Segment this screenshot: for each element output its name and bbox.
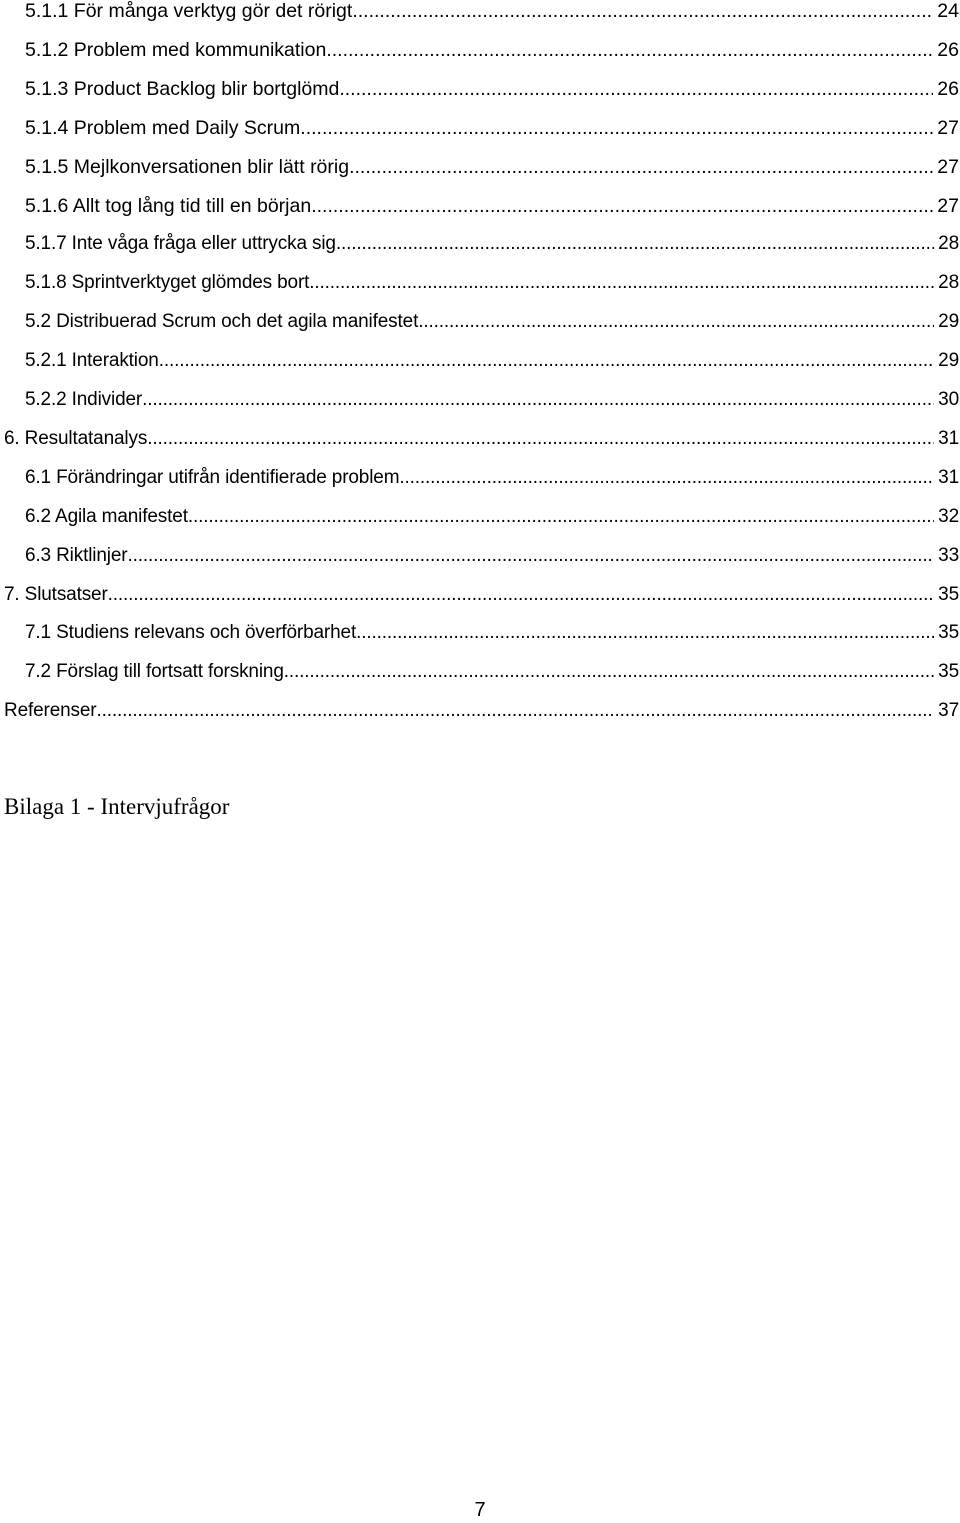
toc-entry-label: 6.3 Riktlinjer <box>25 544 128 566</box>
toc-entry-page: 31 <box>938 466 959 488</box>
toc-entry-page: 26 <box>937 38 959 61</box>
toc-entry[interactable] <box>25 387 959 413</box>
toc-entry-page: 33 <box>938 544 959 566</box>
toc-entry-page: 27 <box>937 194 959 217</box>
toc-entry-page: 32 <box>938 505 959 527</box>
toc-entry[interactable] <box>25 154 959 180</box>
toc-entry-label: 5.1.3 Product Backlog blir bortglömd <box>25 77 340 100</box>
toc-entry[interactable] <box>25 504 959 530</box>
toc-entry[interactable] <box>25 309 959 335</box>
toc-entry[interactable] <box>4 426 959 452</box>
toc-entry[interactable] <box>25 465 959 491</box>
toc-entry-label: 5.1.6 Allt tog lång tid till en början <box>25 194 312 217</box>
toc-leader-dots <box>142 387 934 413</box>
toc-entry-label: 5.2.2 Individer <box>25 389 143 410</box>
toc-entry-page: 29 <box>938 311 959 333</box>
toc-leader-dots <box>352 0 933 24</box>
toc-entry-page: 27 <box>937 116 959 139</box>
toc-entry-label: 5.1.4 Problem med Daily Scrum <box>25 116 301 139</box>
toc-entry[interactable] <box>4 698 959 724</box>
toc-entry-page: 27 <box>937 155 959 178</box>
toc-entry-page: 31 <box>938 427 959 449</box>
toc-entry-label: 7.2 Förslag till fortsatt forskning <box>25 661 284 683</box>
toc-entry-page: 24 <box>937 0 959 22</box>
toc-leader-dots <box>127 543 934 569</box>
toc-leader-dots <box>108 582 935 608</box>
toc-entry[interactable] <box>25 0 959 24</box>
toc-leader-dots <box>159 348 934 374</box>
appendix-heading: Bilaga 1 - Intervjufrågor <box>4 794 230 819</box>
toc-leader-dots <box>314 270 934 296</box>
page-number: 7 <box>474 1499 486 1521</box>
toc-leader-dots <box>339 76 933 102</box>
toc-entry[interactable] <box>25 231 959 257</box>
toc-leader-dots <box>418 309 934 335</box>
toc-entry-page: 28 <box>938 272 959 294</box>
toc-entry-label: 7. Slutsatser <box>4 583 108 605</box>
toc-entry[interactable] <box>4 582 959 608</box>
toc-leader-dots <box>188 504 934 530</box>
toc-entry-page: 35 <box>938 622 959 644</box>
toc-entry-label: 6.2 Agila manifestet <box>25 505 188 527</box>
toc-leader-dots <box>147 426 934 452</box>
toc-entry[interactable] <box>25 193 959 219</box>
toc-entry[interactable] <box>25 348 959 374</box>
toc-entry-label: 6. Resultatanalys <box>4 427 148 449</box>
toc-entry-label: 5.1.2 Problem med kommunikation <box>25 38 327 61</box>
toc-entry-label: 5.2.1 Interaktion <box>25 350 159 372</box>
toc-entry-page: 26 <box>937 77 959 100</box>
toc-entry-label: 5.1.5 Mejlkonversationen blir lätt rörig <box>25 155 350 178</box>
toc-entry-page: 28 <box>938 233 959 255</box>
toc-entry-page: 30 <box>938 389 959 410</box>
toc-entry-label: 5.1.7 Inte våga fråga eller uttrycka sig <box>25 233 336 255</box>
toc-entry-label: 5.2 Distribuerad Scrum och det agila manifestet <box>25 311 419 333</box>
toc-leader-dots <box>326 37 933 63</box>
toc-entry-page: 29 <box>938 350 959 372</box>
toc-leader-dots <box>284 659 934 685</box>
toc-entry-page: 35 <box>938 583 959 605</box>
toc-leader-dots <box>349 154 933 180</box>
toc-entry-page: 35 <box>938 661 959 683</box>
toc-entry-label: 7.1 Studiens relevans och överförbarhet <box>25 622 357 644</box>
toc-entry-label: 5.1.1 För många verktyg gör det rörigt <box>25 0 353 22</box>
toc-leader-dots <box>399 465 934 491</box>
toc-entry[interactable] <box>25 37 959 63</box>
toc-leader-dots <box>300 115 933 141</box>
toc-entry-label: Referenser <box>4 700 97 722</box>
toc-entry[interactable] <box>25 76 959 102</box>
toc-entry[interactable] <box>25 543 959 569</box>
toc-leader-dots <box>336 231 934 257</box>
toc-leader-dots <box>356 620 934 646</box>
toc-entry[interactable] <box>25 115 959 141</box>
toc-entry-label: 5.1.8 Sprintverktyget glömdes bort. <box>25 272 315 294</box>
toc-entry[interactable] <box>25 620 959 646</box>
toc-leader-dots <box>97 698 935 724</box>
toc-entry[interactable] <box>25 270 959 296</box>
toc-leader-dots <box>311 193 933 219</box>
toc-entry-page: 37 <box>938 700 959 722</box>
toc-entry[interactable] <box>25 659 959 685</box>
toc-entry-label: 6.1 Förändringar utifrån identifierade problem <box>25 466 400 488</box>
